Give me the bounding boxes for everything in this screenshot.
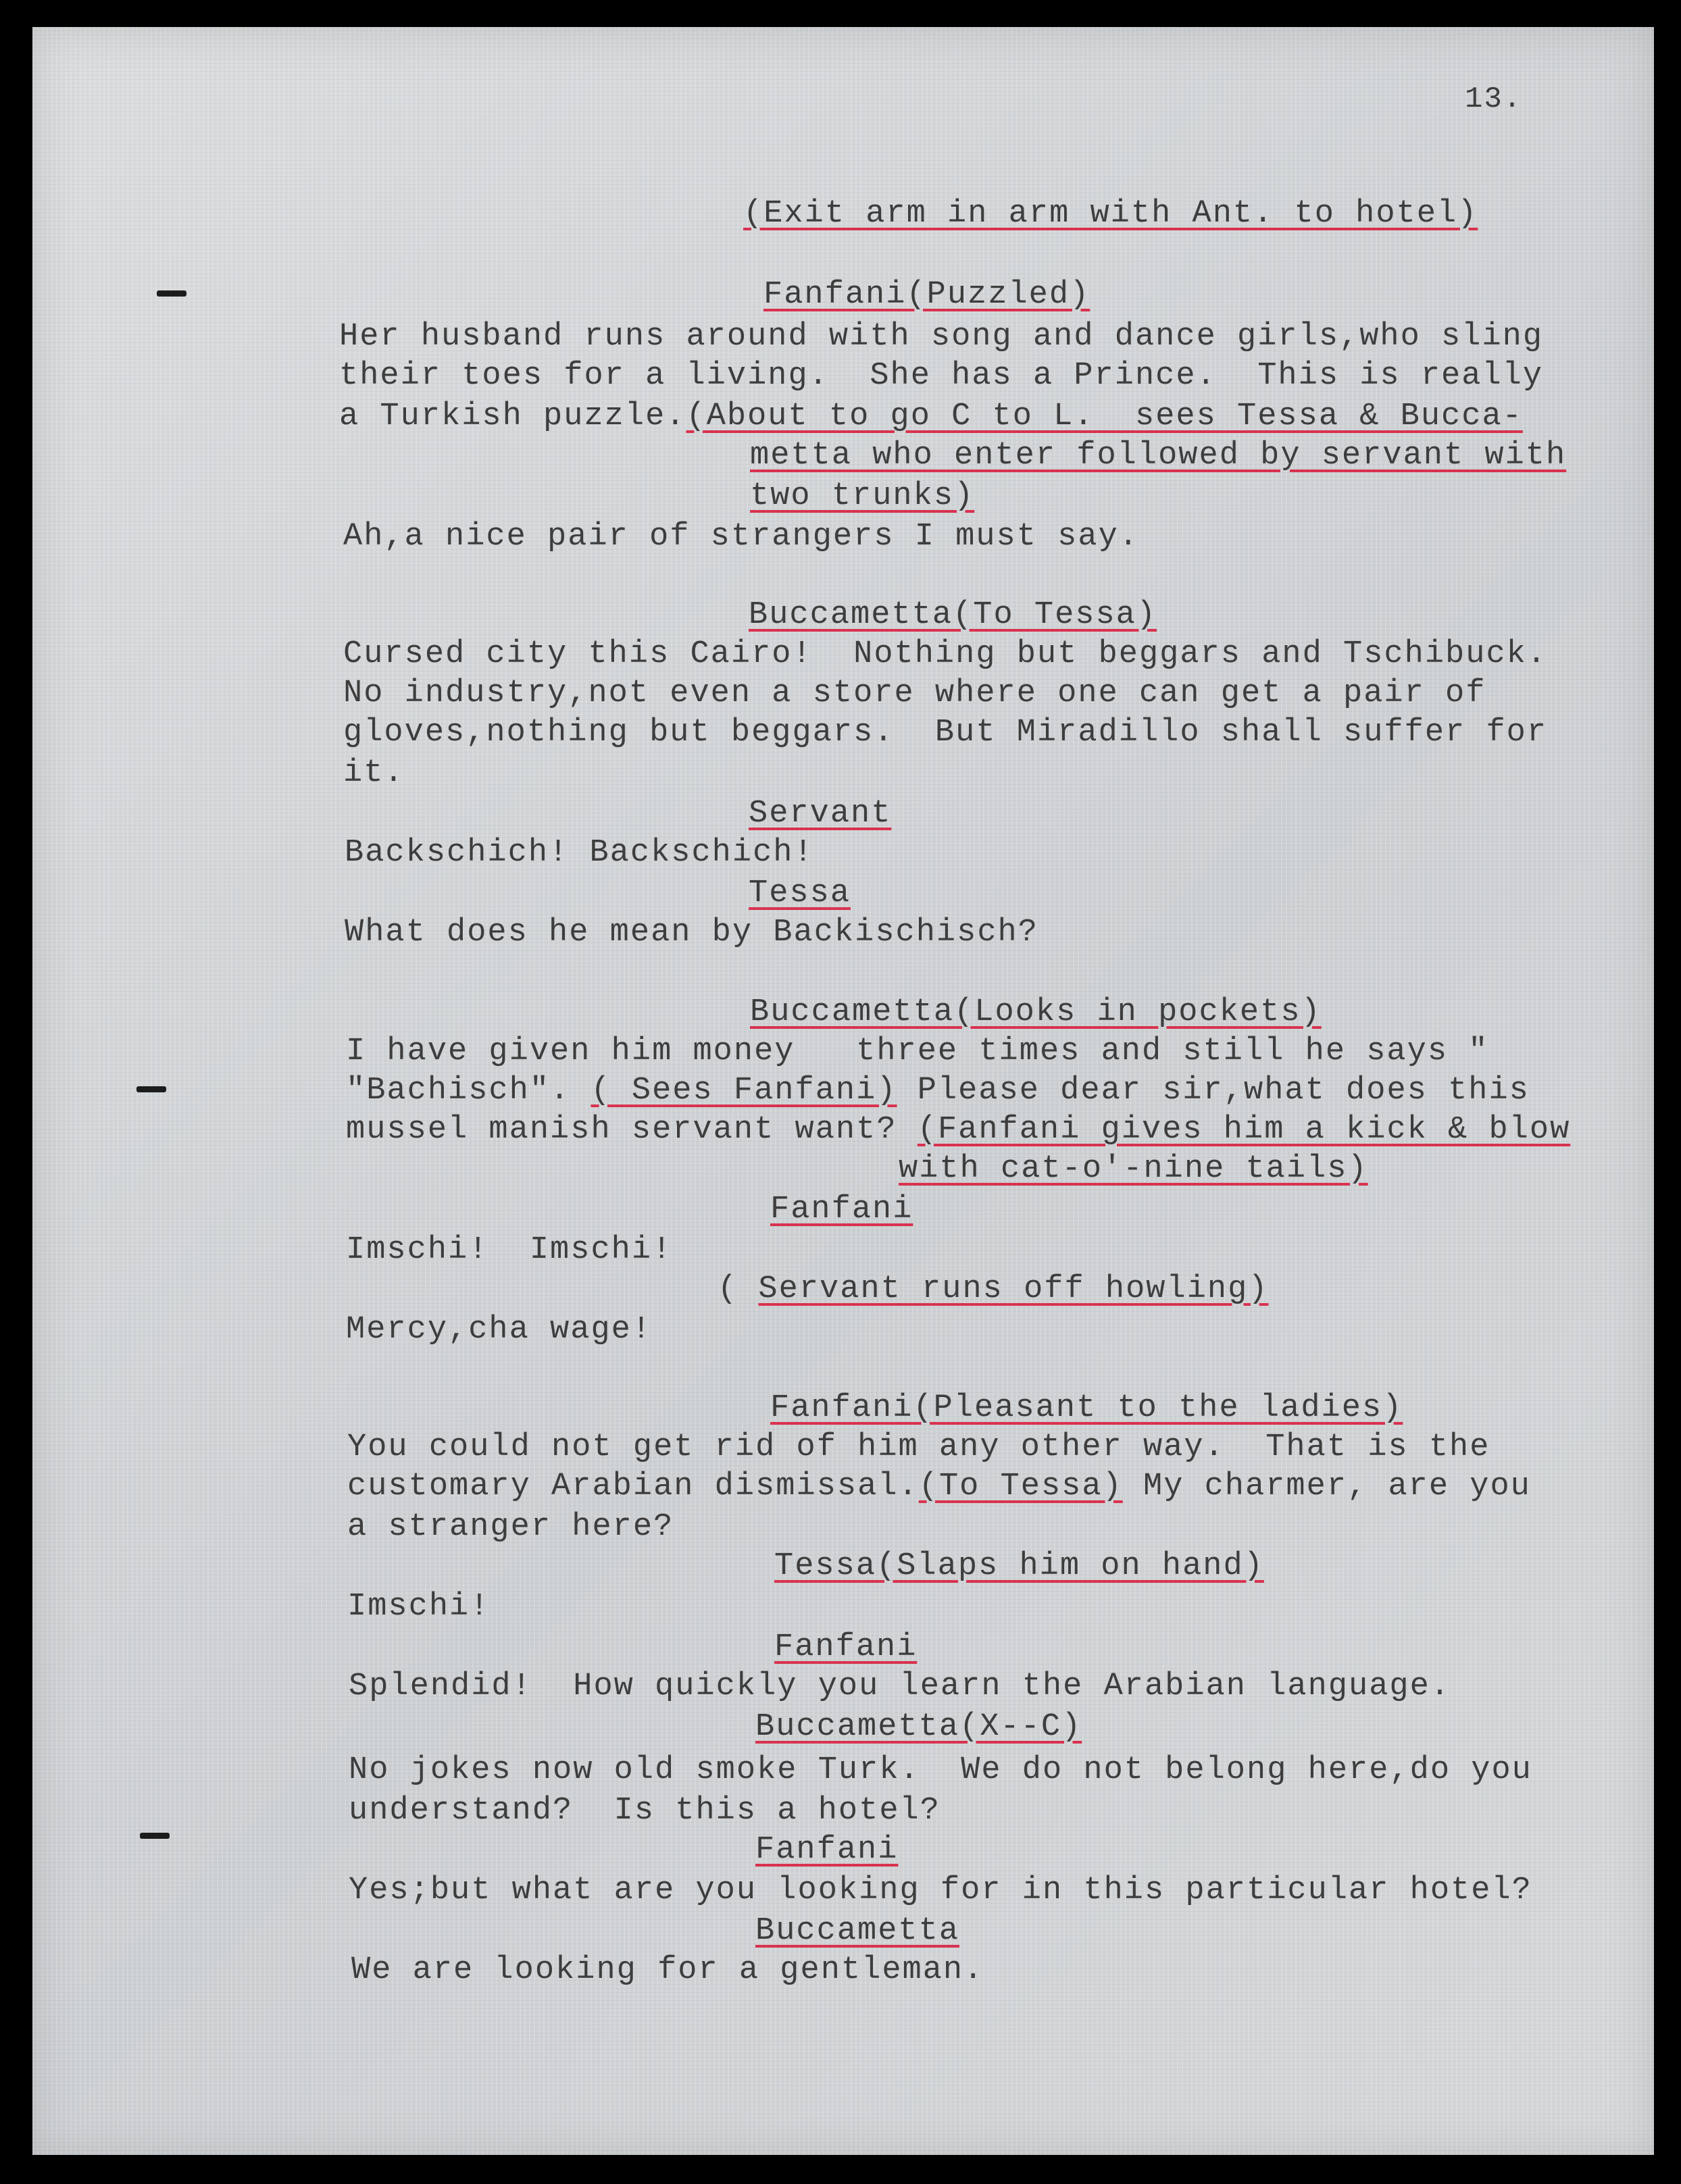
speaker-name <box>774 1628 917 1667</box>
dialogue-line <box>339 397 1523 436</box>
dialogue-line <box>346 1071 1530 1111</box>
speaker-name <box>749 596 1157 635</box>
dialogue-line <box>346 1231 672 1270</box>
text-segment: Mercy,cha wage! <box>346 1312 653 1348</box>
binding-hole-middle <box>136 1086 166 1092</box>
dialogue-line <box>343 517 1139 557</box>
dialogue-line <box>351 1951 984 1990</box>
underlined-segment: (To Tessa) <box>918 1469 1123 1504</box>
dialogue-line <box>343 635 1547 674</box>
dialogue-line <box>349 1871 1532 1910</box>
dialogue-line <box>347 1467 1531 1506</box>
text-segment: What does he mean by Backischisch? <box>345 915 1038 950</box>
dialogue-line <box>349 1751 1532 1790</box>
binding-hole-top <box>157 290 186 297</box>
dialogue-line <box>339 357 1543 396</box>
speaker-name <box>749 874 851 913</box>
underlined-segment: Buccametta <box>755 1913 960 1949</box>
speaker-name <box>774 1547 1264 1586</box>
text-segment: You could not get rid of him any other way. That is the <box>347 1429 1490 1465</box>
dialogue-line <box>343 713 1547 753</box>
dialogue-line <box>346 1311 652 1350</box>
dialogue-line <box>345 913 1038 953</box>
underlined-segment: ( Sees Fanfani) <box>591 1073 897 1109</box>
underlined-segment: (Exit arm in arm with Ant. to hotel) <box>743 196 1478 232</box>
dialogue-line <box>345 834 814 873</box>
dialogue-line <box>347 1428 1490 1467</box>
text-segment: their toes for a living. She has a Prince. This is really <box>339 358 1544 394</box>
speaker-name <box>755 1708 1082 1747</box>
underlined-segment: Tessa(Slaps him on hand) <box>774 1548 1264 1584</box>
text-segment: it. <box>343 755 405 791</box>
text-segment: Ah,a nice pair of strangers I must say. <box>343 519 1139 555</box>
text-segment: gloves,nothing but beggars. But Miradillo shall suffer for <box>343 715 1548 751</box>
text-segment: Please dear sir,what does this <box>897 1073 1530 1109</box>
dialogue-line <box>343 674 1486 713</box>
stage-direction <box>750 477 974 516</box>
text-segment: Yes;but what are you looking for in this particular hotel? <box>349 1873 1532 1908</box>
dialogue-line <box>339 318 1543 357</box>
speaker-name <box>755 1831 898 1870</box>
speaker-name <box>770 1190 913 1229</box>
text-segment: Her husband runs around with song and dance girls,who sling <box>339 319 1544 355</box>
text-segment: ( <box>718 1271 759 1307</box>
speaker-name <box>755 1912 959 1951</box>
underlined-segment: Servant runs off howling) <box>758 1271 1269 1307</box>
dialogue-line <box>347 1588 490 1627</box>
text-segment: My charmer, are you <box>1122 1469 1531 1504</box>
underlined-segment: Fanfani(Pleasant to the ladies) <box>770 1390 1403 1426</box>
binding-hole-bottom <box>140 1833 170 1839</box>
text-segment: mussel manish servant want? <box>346 1112 918 1148</box>
stage-direction <box>743 195 1478 234</box>
text-segment: understand? Is this a hotel? <box>349 1793 940 1829</box>
text-segment: Imschi! <box>347 1589 491 1625</box>
dialogue-line <box>346 1111 1570 1150</box>
speaker-name <box>750 993 1322 1032</box>
page-number: 13. <box>1465 82 1523 116</box>
dialogue-line <box>347 1508 674 1547</box>
stage-direction <box>899 1150 1368 1189</box>
text-segment: "Bachisch". <box>346 1073 591 1109</box>
dialogue-line <box>343 754 405 793</box>
speaker-name <box>763 276 1090 315</box>
text-segment: Backschich! Backschich! <box>345 835 814 871</box>
underlined-segment: Fanfani <box>770 1192 913 1227</box>
underlined-segment: metta who enter followed by servant with <box>750 438 1567 474</box>
dialogue-line <box>346 1032 1488 1071</box>
underlined-segment: two trunks) <box>750 478 975 514</box>
speaker-name <box>749 794 891 834</box>
text-segment: Splendid! How quickly you learn the Arabian language. <box>349 1669 1451 1704</box>
stage-direction <box>750 436 1566 476</box>
underlined-segment: (Fanfani gives him a kick & blow <box>917 1112 1571 1148</box>
underlined-segment: Fanfani <box>755 1832 899 1868</box>
underlined-segment: with cat-o'-nine tails) <box>899 1151 1368 1187</box>
underlined-segment: Buccametta(To Tessa) <box>749 597 1157 633</box>
text-segment: Imschi! Imschi! <box>346 1232 673 1268</box>
stage-direction <box>718 1270 1269 1309</box>
dialogue-line <box>349 1792 940 1831</box>
underlined-segment: Fanfani <box>774 1629 918 1665</box>
speaker-name <box>770 1389 1403 1428</box>
underlined-segment: Tessa <box>749 875 851 911</box>
text-segment: No industry,not even a store where one can get a pair of <box>343 676 1486 711</box>
text-segment: customary Arabian dismissal. <box>347 1469 919 1504</box>
underlined-segment: Fanfani(Puzzled) <box>763 277 1090 313</box>
underlined-segment: Servant <box>749 796 892 832</box>
text-segment: Cursed city this Cairo! Nothing but beggars and Tschibuck. <box>343 636 1548 672</box>
text-segment: I have given him money three times and still he says " <box>346 1034 1489 1069</box>
text-segment: a stranger here? <box>347 1509 674 1545</box>
underlined-segment: (About to go C to L. sees Tessa & Bucca- <box>686 399 1523 434</box>
dialogue-line <box>349 1667 1451 1706</box>
text-segment: We are looking for a gentleman. <box>351 1952 984 1988</box>
underlined-segment: Buccametta(X--C) <box>755 1709 1082 1745</box>
underlined-segment: Buccametta(Looks in pockets) <box>750 994 1322 1030</box>
text-segment: a Turkish puzzle. <box>339 399 686 434</box>
text-segment: No jokes now old smoke Turk. We do not belong here,do you <box>349 1752 1532 1788</box>
